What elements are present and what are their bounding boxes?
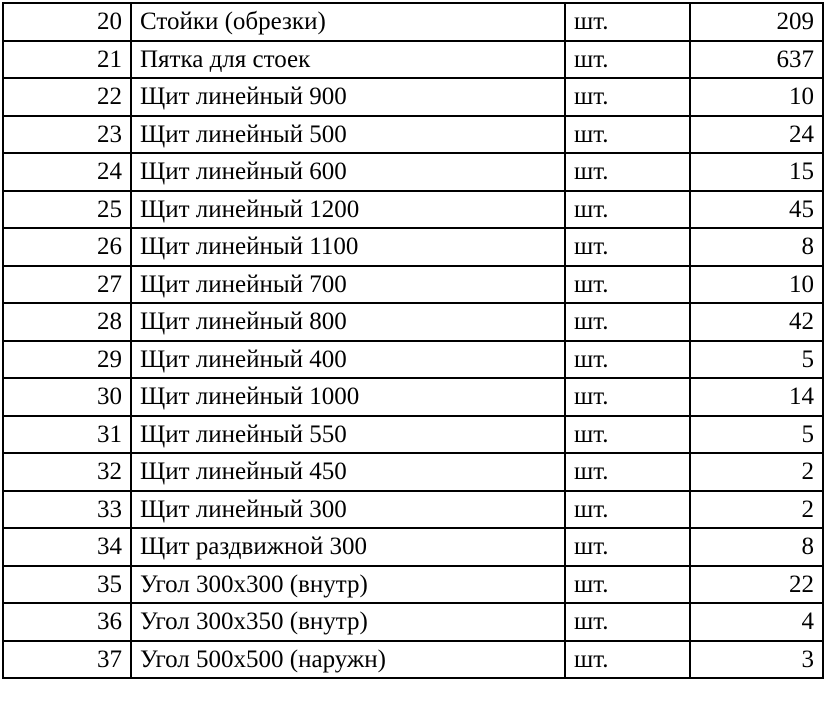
quantity-cell: 22 <box>690 566 823 604</box>
quantity-cell: 42 <box>690 303 823 341</box>
quantity-cell: 2 <box>690 491 823 529</box>
row-number-cell: 24 <box>3 153 131 191</box>
item-name-cell: Щит линейный 1200 <box>131 191 565 229</box>
table-row <box>3 566 823 604</box>
item-name-cell: Угол 300х300 (внутр) <box>131 566 565 604</box>
unit-cell: шт. <box>565 303 690 341</box>
table-row <box>3 378 823 416</box>
row-number-cell: 36 <box>3 603 131 641</box>
table-row <box>3 341 823 379</box>
table-row <box>3 41 823 79</box>
item-name-cell: Стойки (обрезки) <box>131 3 565 41</box>
unit-cell: шт. <box>565 491 690 529</box>
inventory-table <box>2 2 824 679</box>
quantity-cell: 3 <box>690 641 823 679</box>
quantity-cell: 5 <box>690 416 823 454</box>
item-name-cell: Щит раздвижной 300 <box>131 528 565 566</box>
quantity-cell: 209 <box>690 3 823 41</box>
item-name-cell: Щит линейный 800 <box>131 303 565 341</box>
row-number-cell: 34 <box>3 528 131 566</box>
unit-cell: шт. <box>565 41 690 79</box>
row-number-cell: 32 <box>3 453 131 491</box>
quantity-cell: 8 <box>690 228 823 266</box>
table-row <box>3 303 823 341</box>
item-name-cell: Щит линейный 500 <box>131 116 565 154</box>
row-number-cell: 33 <box>3 491 131 529</box>
item-name-cell: Щит линейный 400 <box>131 341 565 379</box>
row-number-cell: 27 <box>3 266 131 304</box>
unit-cell: шт. <box>565 228 690 266</box>
unit-cell: шт. <box>565 603 690 641</box>
table-row <box>3 153 823 191</box>
quantity-cell: 10 <box>690 266 823 304</box>
row-number-cell: 30 <box>3 378 131 416</box>
unit-cell: шт. <box>565 341 690 379</box>
unit-cell: шт. <box>565 566 690 604</box>
row-number-cell: 37 <box>3 641 131 679</box>
row-number-cell: 26 <box>3 228 131 266</box>
quantity-cell: 2 <box>690 453 823 491</box>
unit-cell: шт. <box>565 528 690 566</box>
quantity-cell: 45 <box>690 191 823 229</box>
quantity-cell: 10 <box>690 78 823 116</box>
table-row <box>3 78 823 116</box>
row-number-cell: 23 <box>3 116 131 154</box>
table-row <box>3 116 823 154</box>
quantity-cell: 14 <box>690 378 823 416</box>
item-name-cell: Щит линейный 700 <box>131 266 565 304</box>
row-number-cell: 35 <box>3 566 131 604</box>
unit-cell: шт. <box>565 3 690 41</box>
item-name-cell: Щит линейный 600 <box>131 153 565 191</box>
item-name-cell: Пятка для стоек <box>131 41 565 79</box>
unit-cell: шт. <box>565 378 690 416</box>
table-row <box>3 266 823 304</box>
item-name-cell: Щит линейный 1100 <box>131 228 565 266</box>
quantity-cell: 5 <box>690 341 823 379</box>
table-row <box>3 416 823 454</box>
quantity-cell: 24 <box>690 116 823 154</box>
unit-cell: шт. <box>565 641 690 679</box>
row-number-cell: 21 <box>3 41 131 79</box>
table-row <box>3 641 823 679</box>
row-number-cell: 31 <box>3 416 131 454</box>
item-name-cell: Угол 300х350 (внутр) <box>131 603 565 641</box>
row-number-cell: 28 <box>3 303 131 341</box>
table-row <box>3 528 823 566</box>
table-row <box>3 228 823 266</box>
item-name-cell: Щит линейный 450 <box>131 453 565 491</box>
table-row <box>3 453 823 491</box>
unit-cell: шт. <box>565 153 690 191</box>
table-row <box>3 603 823 641</box>
unit-cell: шт. <box>565 416 690 454</box>
table-row <box>3 191 823 229</box>
unit-cell: шт. <box>565 116 690 154</box>
row-number-cell: 29 <box>3 341 131 379</box>
row-number-cell: 20 <box>3 3 131 41</box>
quantity-cell: 4 <box>690 603 823 641</box>
quantity-cell: 637 <box>690 41 823 79</box>
table-row <box>3 3 823 41</box>
item-name-cell: Угол 500х500 (наружн) <box>131 641 565 679</box>
unit-cell: шт. <box>565 453 690 491</box>
inventory-table-body <box>3 3 823 678</box>
item-name-cell: Щит линейный 900 <box>131 78 565 116</box>
row-number-cell: 22 <box>3 78 131 116</box>
unit-cell: шт. <box>565 191 690 229</box>
item-name-cell: Щит линейный 550 <box>131 416 565 454</box>
quantity-cell: 15 <box>690 153 823 191</box>
quantity-cell: 8 <box>690 528 823 566</box>
unit-cell: шт. <box>565 78 690 116</box>
item-name-cell: Щит линейный 300 <box>131 491 565 529</box>
unit-cell: шт. <box>565 266 690 304</box>
item-name-cell: Щит линейный 1000 <box>131 378 565 416</box>
table-row <box>3 491 823 529</box>
row-number-cell: 25 <box>3 191 131 229</box>
